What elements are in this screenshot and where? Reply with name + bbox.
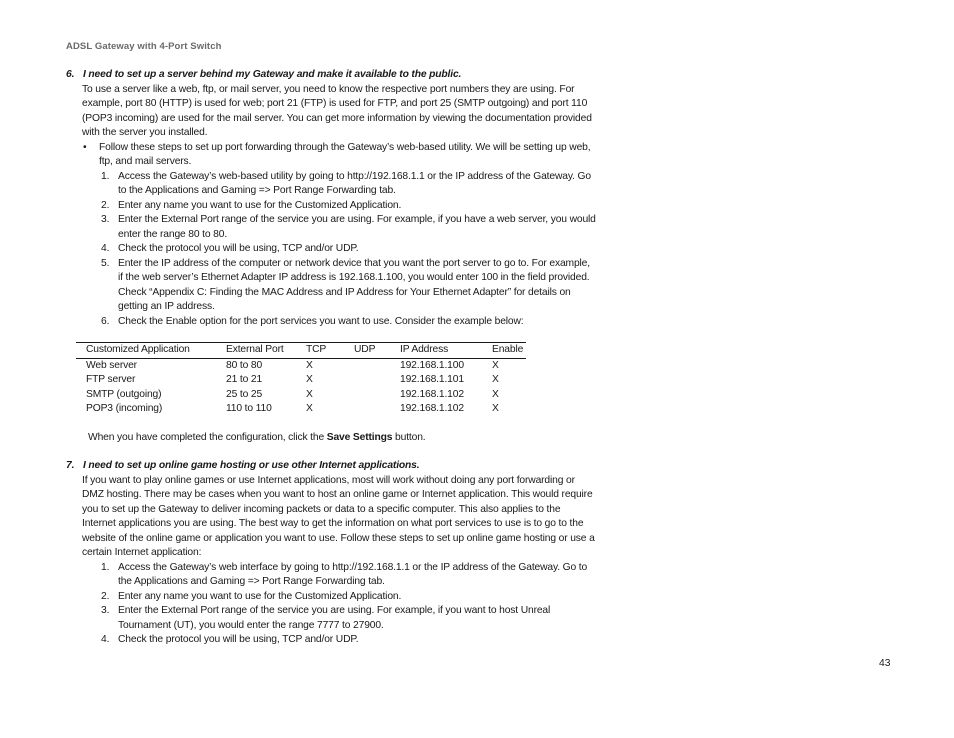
step-number: 3.	[101, 605, 110, 616]
step-text: Check the Enable option for the port services you want to use. Consider the example below:	[118, 315, 524, 327]
bullet-item	[83, 141, 596, 170]
table-row	[76, 358, 526, 373]
step-number: 3.	[101, 214, 110, 225]
table-cell: Web server	[86, 359, 137, 371]
answer-paragraph: To use a server like a web, ftp, or mail server, you need to know the respective port numbers they are using. For example, port 80 (HTTP) is used for web; port 21 (FTP) is used for FTP, and port 25 (SMTP outgoing) and port 110 (POP3 incoming) are used for the mail server. You can get more information by viewing the documentation provided with the server you installed.	[82, 83, 592, 138]
column-header: TCP	[306, 343, 354, 359]
step-item	[101, 242, 596, 257]
table-cell: 192.168.1.101	[400, 374, 464, 385]
step-item	[101, 199, 596, 214]
table-header-row	[76, 343, 526, 359]
step-number: 1.	[101, 170, 110, 182]
column-header: Enable	[492, 343, 526, 359]
step-text: Check the protocol you will be using, TCP and/or UDP.	[118, 243, 359, 254]
question-title	[66, 459, 596, 474]
table-cell: 25 to 25	[226, 388, 263, 400]
table-cell: X	[306, 374, 313, 385]
question-number: 7.	[66, 460, 75, 471]
step-number: 6.	[101, 315, 110, 327]
document-body	[66, 68, 596, 648]
faq-item-7	[66, 459, 596, 648]
table-cell: SMTP (outgoing)	[86, 388, 162, 400]
step-item	[101, 633, 596, 648]
step-text: Enter the External Port range of the service you are using. For example, if you have a web server, you would enter the range 80 to 80.	[118, 214, 596, 240]
table-cell: POP3 (incoming)	[86, 403, 163, 414]
table-row	[76, 373, 526, 388]
table-cell: 110 to 110	[226, 403, 272, 414]
table-row	[76, 402, 526, 417]
answer-paragraph: If you want to play online games or use Internet applications, most will work without doing any port forwarding or DMZ hosting. There may be cases when you want to host an online game or Internet application. This would require you to set up the Gateway to deliver incoming packets or data to a specific computer. This also applies to the Internet applications you are using. The best way to get the information on what port services to use is to go to the website of the online game or application you want to use. Follow these steps to set up online game hosting or use a certain Internet application:	[82, 474, 595, 558]
step-number: 2.	[101, 590, 110, 602]
step-number: 2.	[101, 199, 110, 211]
bullet-text: Follow these steps to set up port forwarding through the Gateway’s web-based utility. We will be setting up web, ftp, and mail servers.	[99, 141, 591, 167]
table-cell	[354, 388, 400, 403]
question-number: 6.	[66, 69, 75, 80]
bullet-icon: •	[83, 141, 87, 153]
step-text: Enter any name you want to use for the Customized Application.	[118, 199, 402, 211]
step-text: Enter the External Port range of the service you are using. For example, if you want to host Unreal Tournament (UT), you would enter the range 7777 to 27900.	[118, 605, 551, 631]
table-cell: X	[306, 359, 313, 371]
table-cell	[354, 402, 400, 417]
step-item	[101, 561, 596, 590]
question-text: I need to set up a server behind my Gateway and make it available to the public.	[83, 69, 462, 80]
port-forwarding-example-table	[76, 342, 526, 417]
table-cell: 192.168.1.102	[400, 388, 464, 400]
step-text: Enter the IP address of the computer or network device that you want the port server to go to. For example, if the web server’s Ethernet Adapter IP address is 192.168.1.100, you would enter 100 in the field provided. Check “Appendix C: Finding the MAC Address and IP Address for Your Ethernet Adapter” for details on getting an IP address.	[118, 257, 590, 312]
table-cell: FTP server	[86, 374, 136, 385]
step-text: Access the Gateway’s web-based utility by going to http://192.168.1.1 or the IP address of the Gateway. Go to the Applications and Gaming => Port Range Forwarding tab.	[118, 170, 591, 196]
step-number: 5.	[101, 257, 110, 269]
table-cell	[354, 373, 400, 388]
step-item	[101, 213, 596, 242]
step-number: 1.	[101, 561, 110, 573]
step-text: Access the Gateway’s web interface by going to http://192.168.1.1 or the IP address of the Gateway. Go to the Applications and Gaming => Port Range Forwarding tab.	[118, 561, 588, 587]
step-number: 4.	[101, 243, 110, 254]
table-row	[76, 388, 526, 403]
table-cell: 80 to 80	[226, 359, 263, 371]
table-cell: X	[492, 359, 499, 371]
save-instructions-suffix: button.	[392, 431, 426, 443]
table-cell: 21 to 21	[226, 374, 263, 385]
page-number: 43	[879, 658, 891, 669]
step-text: Enter any name you want to use for the Customized Application.	[118, 590, 402, 602]
step-text: Check the protocol you will be using, TCP and/or UDP.	[118, 634, 359, 645]
question-title	[66, 68, 596, 83]
step-item	[101, 257, 596, 315]
step-number: 4.	[101, 634, 110, 645]
table-cell: X	[306, 388, 313, 400]
table-cell: 192.168.1.102	[400, 403, 464, 414]
table-cell: X	[492, 403, 499, 414]
save-instructions	[88, 431, 596, 446]
table-cell: X	[306, 403, 313, 414]
running-header: ADSL Gateway with 4-Port Switch	[66, 41, 222, 52]
column-header: UDP	[354, 343, 400, 359]
column-header: Customized Application	[76, 343, 226, 359]
step-item	[101, 590, 596, 605]
column-header: External Port	[226, 343, 306, 359]
faq-item-6	[66, 68, 596, 445]
table-cell: 192.168.1.100	[400, 359, 464, 371]
step-item	[101, 604, 596, 633]
step-list	[101, 561, 596, 648]
table-cell	[354, 358, 400, 373]
table-cell: X	[492, 374, 499, 385]
step-item	[101, 315, 596, 330]
table-cell: X	[492, 388, 499, 400]
save-instructions-prefix: When you have completed the configuration, click the	[88, 431, 327, 443]
column-header: IP Address	[400, 343, 492, 359]
step-item	[101, 170, 596, 199]
step-list	[101, 170, 596, 330]
question-text: I need to set up online game hosting or use other Internet applications.	[83, 460, 420, 471]
save-settings-label: Save Settings	[326, 431, 393, 443]
